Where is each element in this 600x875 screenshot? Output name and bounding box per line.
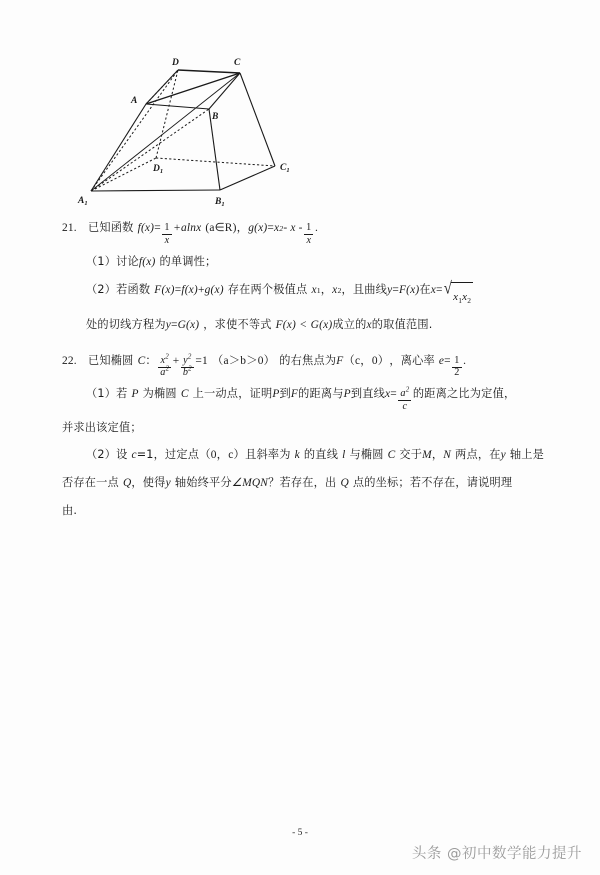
radical-sign: √ xyxy=(443,279,453,298)
watermark-text: 头条 @初中数学能力提升 xyxy=(411,846,582,862)
vertex-label-A: A xyxy=(131,96,138,106)
problem-22 xyxy=(62,347,544,524)
problem-22-number: 22. xyxy=(62,354,77,367)
radicand: $x_1x_2$ xyxy=(451,282,473,311)
fraction-a2-over-c: $\frac{a^2}{c}$ xyxy=(400,386,410,412)
problem-21-part-2-line-1: （2） 若函数 F (x) = f (x) + g (x) 存在两个极值点 x 1 ， x 2 ，且曲线 y = F (x) 在 x = √ $x_1x_2$ xyxy=(62,276,544,311)
problem-22-part-1-line-2: 并求出该定值； xyxy=(62,420,142,434)
problem-22-part-1-line-1: （1） 若 P 为椭圆 C 上一动点，证明 P 到 F 的距离与 P 到直线 x = $\frac{a^2}{c}$ 的距离之比为定值， xyxy=(86,386,516,412)
frustum-svg xyxy=(60,48,390,213)
vertex-label-B: B xyxy=(212,112,219,122)
problem-21-part-1: （1） 讨论 f (x) 的单调性； xyxy=(86,254,217,268)
denominator-b-squared: $b^2$ xyxy=(182,365,192,379)
numerator-x-squared: $x^2$ xyxy=(160,353,169,366)
vertex-label-D: D xyxy=(172,58,179,68)
numerator-y-squared: $y^2$ xyxy=(183,353,192,366)
fraction-x2-over-a2 xyxy=(158,353,171,380)
problem-21-number: 21. xyxy=(62,222,77,234)
denominator-a-squared: $a^2$ xyxy=(160,365,170,379)
problem-22-part-2-line-2: 否存在一点 Q ，使得 y 轴始终平分 ∠MQN ？若存在，出 Q 点的坐标；若不存在，请说明理 xyxy=(62,475,513,489)
fraction-y2-over-b2 xyxy=(181,353,194,380)
vertex-label-C1: $C_1$ xyxy=(280,163,290,174)
problem-21 xyxy=(62,214,544,339)
page-number: - 5 - xyxy=(292,828,308,838)
problem-22-part-2-line-3: 由. xyxy=(62,503,78,517)
problem-22-part-2-line-1: （2） 设 c =1，过定点 （0，c） 且斜率为 k 的直线 l 与椭圆 C 交于 M ， N 两点，在 y 轴上是 xyxy=(86,447,545,461)
problem-21-stem: 21. 已知函数 f (x) = $\frac{1}{x}$ +alnx (a∈R) ， g (x) = x 2 - x - $\frac{1}{x}$ . xyxy=(62,214,544,248)
vertex-label-D1: $D_1$ xyxy=(153,164,164,175)
vertex-label-C: C xyxy=(234,58,241,68)
numerator-a-squared: $a^2$ xyxy=(400,386,410,400)
square-root-x1x2 xyxy=(443,279,474,311)
fraction-one-over-x-2: $\frac{1}{x}$ xyxy=(306,221,312,246)
fraction-one-half: $\frac{1}{2}$ xyxy=(454,354,460,379)
vertex-label-A1: $A_1$ xyxy=(78,196,88,207)
problem-21-part-2-line-2: 处的切线方程为 y = G (x) ，求使不等式 F (x) < G (x) 成立的 x 的取值范围. xyxy=(86,317,433,331)
problem-22-stem: 22. 已知椭圆 C ： $\frac{x^2}{a^2}$ + $\frac{y^2}{b^2}$ =1 （a＞b＞0） 的右焦点为 F （c，0） ， 离心率 e = $\frac{1}{2}$ . xyxy=(62,347,544,381)
vertex-label-B1: $B_1$ xyxy=(215,197,225,208)
geometry-figure xyxy=(60,48,390,213)
fraction-one-over-x: $\frac{1}{x}$ xyxy=(164,221,170,246)
problem-list xyxy=(62,214,544,530)
